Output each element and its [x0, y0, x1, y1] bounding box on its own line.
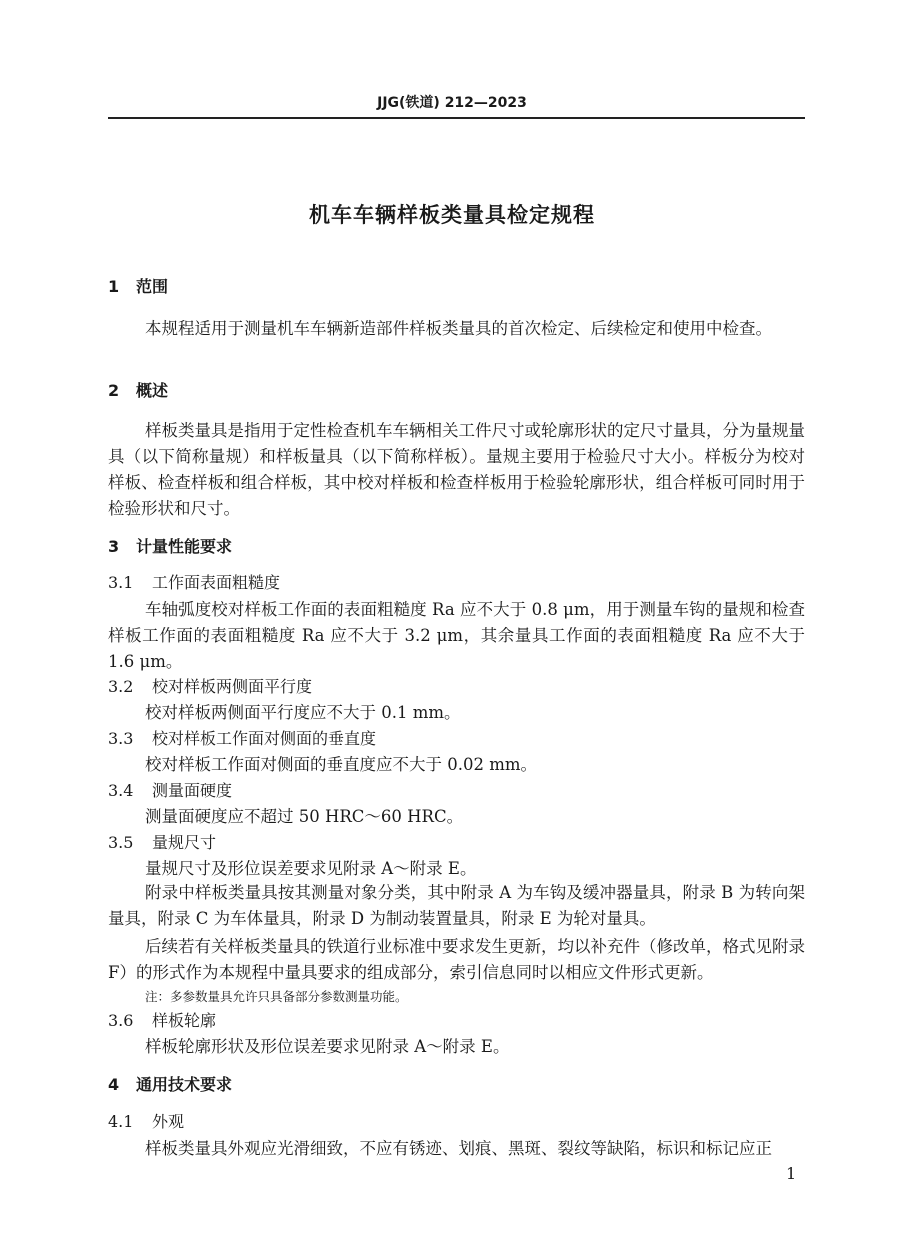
section-title: 计量性能要求: [136, 537, 233, 556]
subsection-3-5-note: 注：多参数量具允许只具备部分参数测量功能。: [145, 989, 408, 1004]
section-title: 概述: [136, 381, 169, 400]
subsection-3-5-body-3: 后续若有关样板类量具的铁道行业标准中要求发生更新，均以补充件（修改单，格式见附录 F）的形式作为本规程中量具要求的组成部分，索引信息同时以相应文件形式更新。: [108, 937, 805, 982]
subsection-4-1-heading: [108, 1111, 184, 1133]
subsection-title: 外观: [152, 1112, 185, 1131]
subsection-title: 校对样板工作面对侧面的垂直度: [152, 729, 377, 748]
section-4-heading: [108, 1074, 232, 1096]
subsection-3-1-body: 车轴弧度校对样板工作面的表面粗糙度 Ra 应不大于 0.8 μm，用于测量车钩的量规和检查样板工作面的表面粗糙度 Ra 应不大于 3.2 μm，其余量具工作面的表面粗糙度 Ra 应不大于 1.6 μm。: [108, 600, 805, 671]
subsection-title: 校对样板两侧面平行度: [152, 677, 313, 696]
subsection-3-6-body: 样板轮廓形状及形位误差要求见附录 A～附录 E。: [145, 1037, 510, 1056]
section-number: 3: [108, 537, 120, 556]
subsection-3-1-heading: [108, 572, 280, 594]
subsection-3-6-heading: [108, 1010, 216, 1032]
page-number: 1: [786, 1164, 797, 1183]
subsection-number: 4.1: [108, 1112, 134, 1131]
standard-code-header: JJG(铁道) 212—2023: [377, 95, 527, 111]
subsection-number: 3.6: [108, 1011, 134, 1030]
header-rule: [108, 117, 805, 119]
subsection-3-2-body: 校对样板两侧面平行度应不大于 0.1 mm。: [145, 703, 461, 722]
subsection-number: 3.1: [108, 573, 134, 592]
subsection-3-5-body-1: 量规尺寸及形位误差要求见附录 A～附录 E。: [145, 859, 477, 878]
section-3-heading: [108, 536, 232, 558]
subsection-3-3-body: 校对样板工作面对侧面的垂直度应不大于 0.02 mm。: [145, 755, 538, 774]
subsection-number: 3.4: [108, 781, 134, 800]
subsection-number: 3.3: [108, 729, 134, 748]
subsection-title: 工作面表面粗糙度: [152, 573, 281, 592]
subsection-number: 3.5: [108, 833, 134, 852]
section-1-body: 本规程适用于测量机车车辆新造部件样板类量具的首次检定、后续检定和使用中检查。: [145, 319, 772, 338]
section-number: 1: [108, 277, 120, 296]
subsection-title: 样板轮廓: [152, 1011, 217, 1030]
subsection-number: 3.2: [108, 677, 134, 696]
section-title: 范围: [136, 277, 169, 296]
subsection-3-4-heading: [108, 780, 232, 802]
subsection-4-1-body: 样板类量具外观应光滑细致，不应有锈迹、划痕、黑斑、裂纹等缺陷，标识和标记应正: [145, 1139, 772, 1158]
section-1-heading: [108, 276, 168, 298]
section-number: 2: [108, 381, 120, 400]
subsection-title: 测量面硬度: [152, 781, 233, 800]
subsection-title: 量规尺寸: [152, 833, 217, 852]
document-title: 机车车辆样板类量具检定规程: [309, 203, 595, 227]
section-title: 通用技术要求: [136, 1075, 233, 1094]
subsection-3-5-heading: [108, 832, 216, 854]
subsection-3-3-heading: [108, 728, 376, 750]
subsection-3-4-body: 测量面硬度应不超过 50 HRC～60 HRC。: [145, 807, 464, 826]
section-2-body: 样板类量具是指用于定性检查机车车辆相关工件尺寸或轮廓形状的定尺寸量具，分为量规量具（以下简称量规）和样板量具（以下简称样板）。量规主要用于检验尺寸大小。样板分为校对样板、检查样板和组合样板，其中校对样板和检查样板用于检验轮廓形状，组合样板可同时用于检验形状和尺寸。: [108, 421, 805, 518]
subsection-3-5-body-2: 附录中样板类量具按其测量对象分类，其中附录 A 为车钩及缓冲器量具，附录 B 为转向架量具，附录 C 为车体量具，附录 D 为制动装置量具，附录 E 为轮对量具。: [108, 883, 805, 928]
section-number: 4: [108, 1075, 120, 1094]
section-2-heading: [108, 380, 168, 402]
subsection-3-2-heading: [108, 676, 312, 698]
